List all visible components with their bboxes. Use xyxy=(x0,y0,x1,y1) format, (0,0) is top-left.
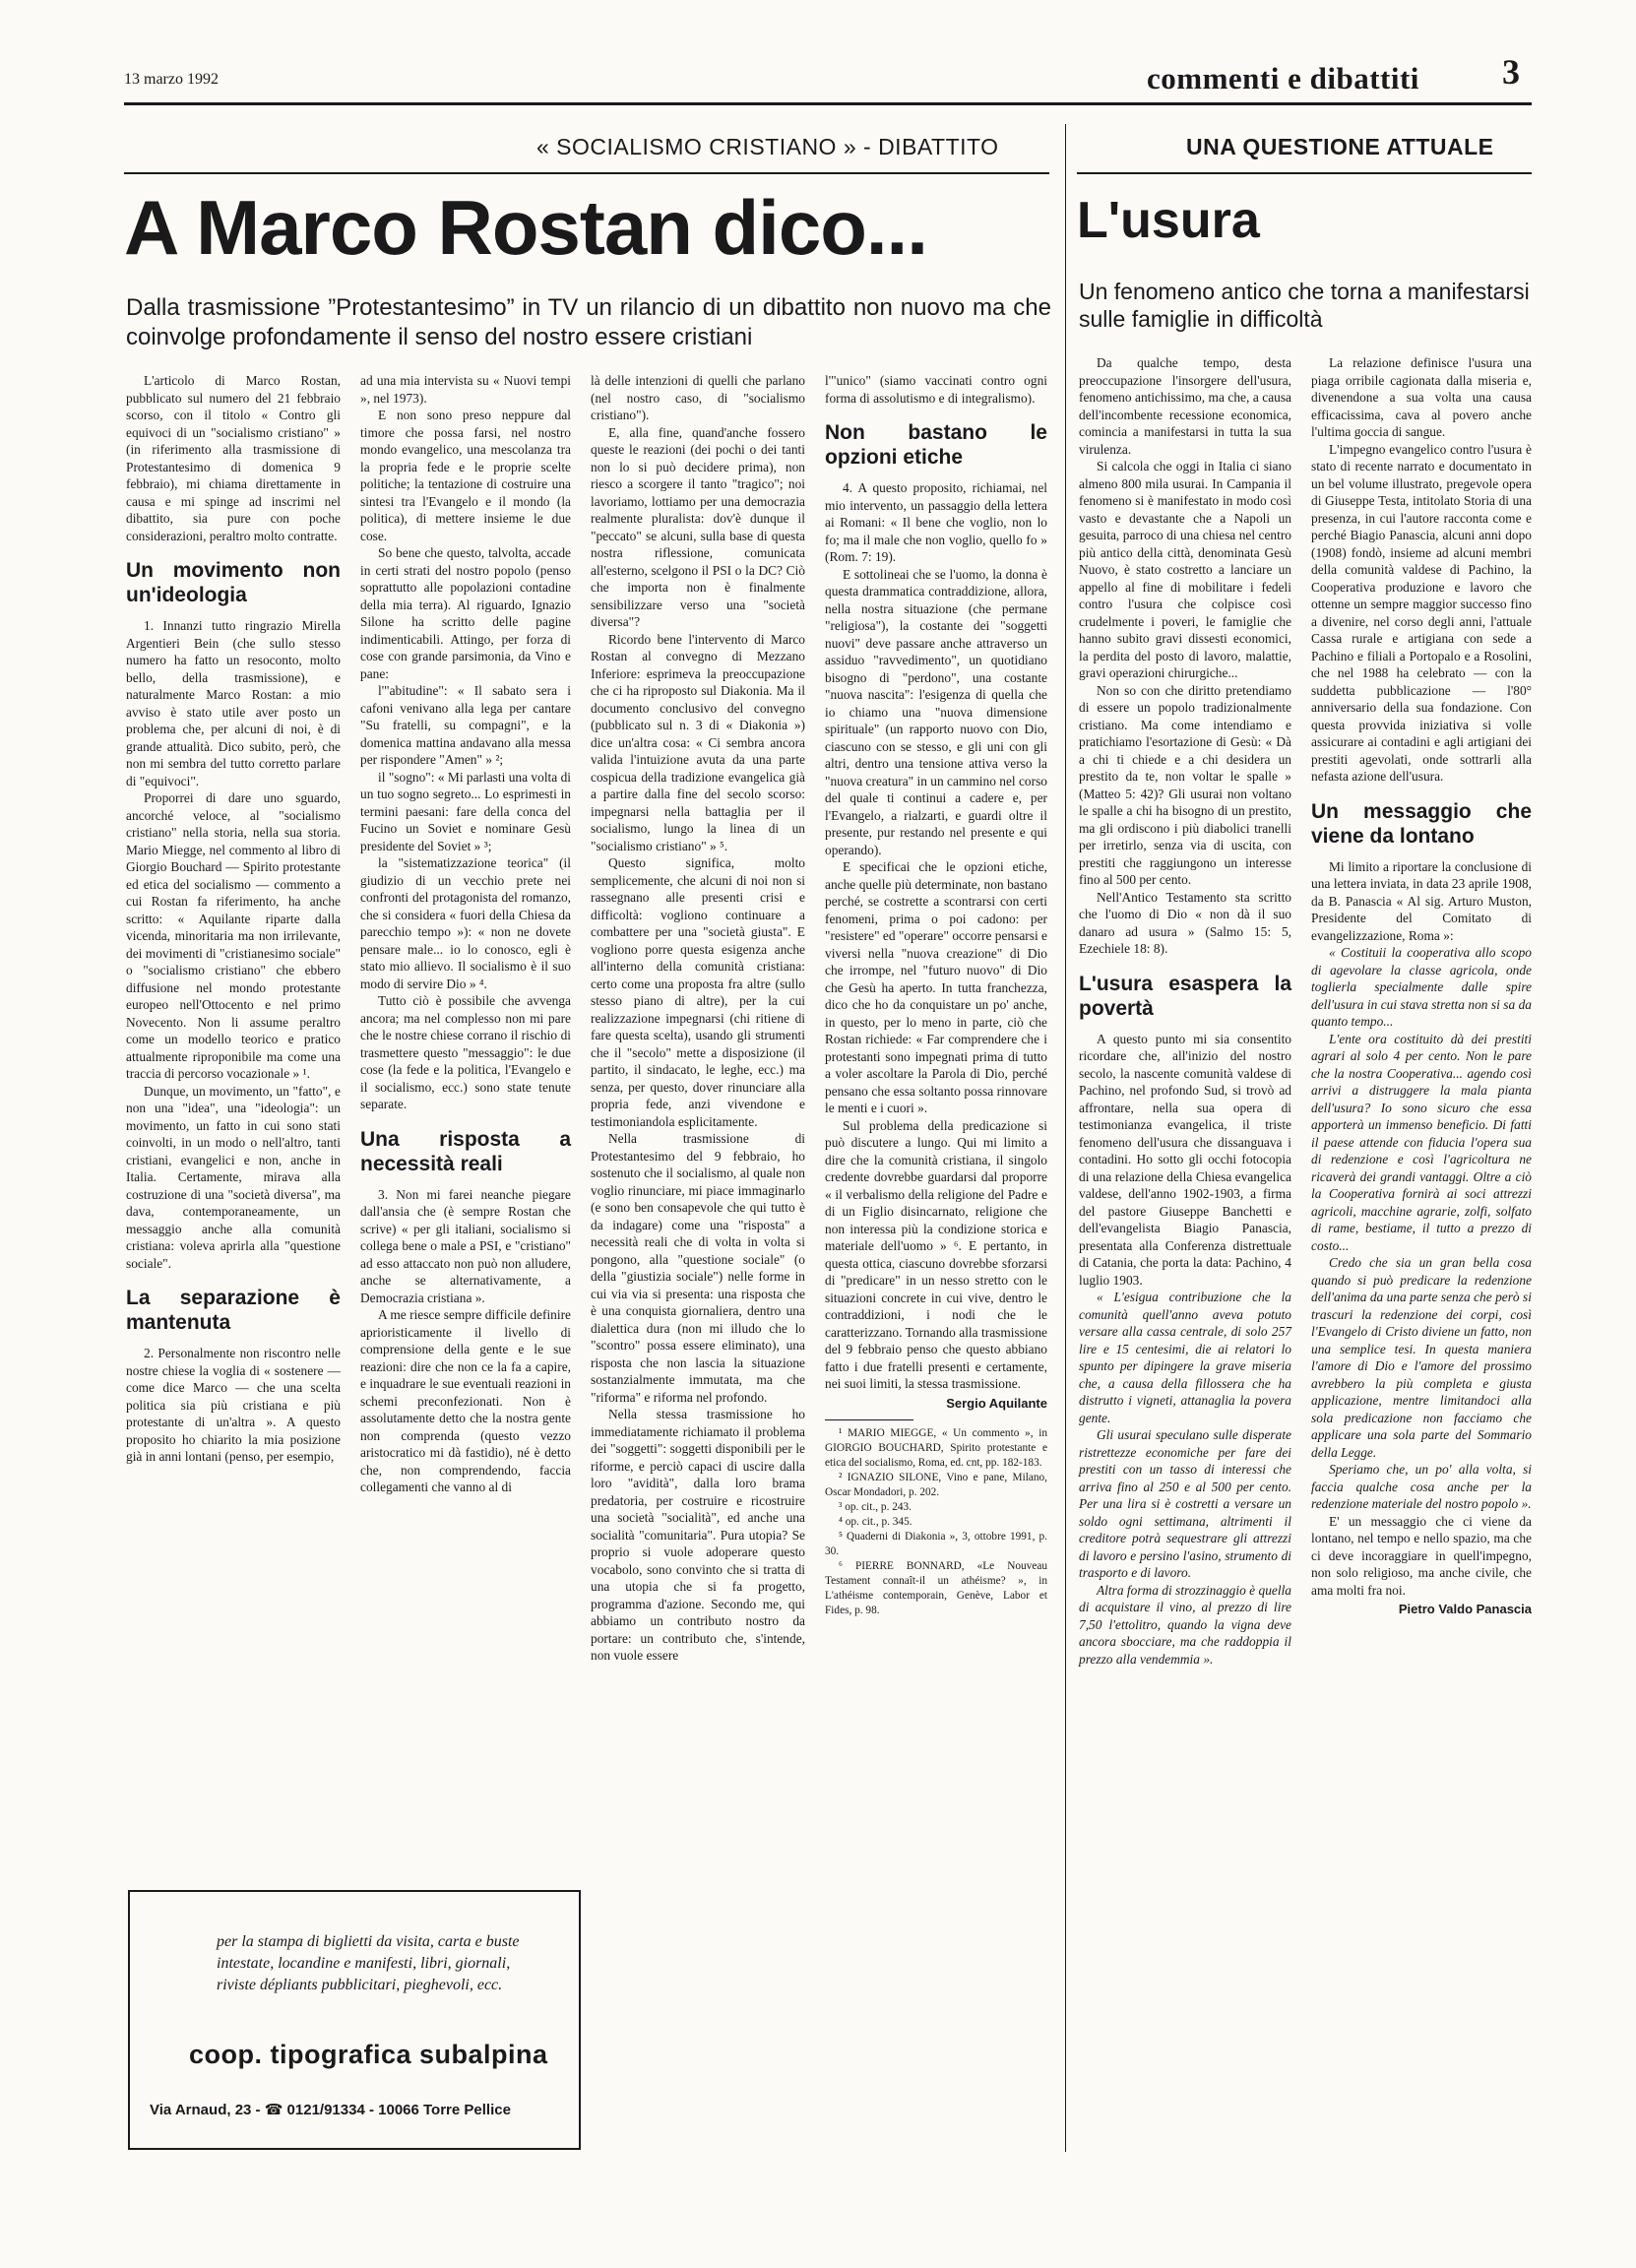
left-subtitle: Dalla trasmissione ”Protestantesimo” in TV un rilancio di un dibattito non nuovo ma che coinvolge profondamente il senso del nostro essere cristiani xyxy=(126,294,1051,350)
left-title: A Marco Rostan dico... xyxy=(124,184,927,271)
paragraph: A me riesce sempre difficile definire aprioristicamente il livello di comprensione della gente e le sue reazioni: dire che non ce la fa a capire, e inquadrare le sue eventuali reazioni in schemi preconfezionati. Non è assolutamente detto che la nostra gente non comprenda (questo vezzo aristocratico mi dà fastidio), né è detto che, non comprendendo, faccia collegamenti che vanno al di xyxy=(360,1307,571,1494)
paragraph: Non so con che diritto pretendiamo di essere un popolo tradizionalmente cristiano. Ma come intendiamo e pratichiamo l'esortazione di Gesù: « Dà a chi ti chiede e a chi desidera un prestito da te, non voltar le spalle » (Matteo 5: 42)? Gli usurai non voltano le spalle a chi ha bisogno di un prestito, ma gli ordiscono i più diabolici tranelli per irretirlo, senza via di uscita, con prestiti che raggiungono un interesse fino al 500 per cento. xyxy=(1079,682,1291,887)
printer-advertisement xyxy=(128,1890,581,2150)
paragraph: E specificai che le opzioni etiche, anche quelle più determinate, non bastano perché, se costrette a scontrarsi con certi fenomeni, prima o poi cadono: per "resistere" ed "operare" occorre pensarsi e viversi nella "nuova creazione" di Dio che irrompe, nel "futuro nuovo" di Dio che Gesù ha aperto. In tutta franchezza, dico che ho da conquistare un po' anche, in questo, per lo meno in parte, ciò che Rostan richiede: « Far comprendere che i protestanti sono impegnati prima di tutto a voler ascoltare la Parola di Dio, perché pensano che essa soltanto possa rinnovare le menti e i cuori ». xyxy=(825,859,1047,1115)
subheading: Non bastano le opzioni etiche xyxy=(825,421,1047,469)
footnote: ⁶ PIERRE BONNARD, «Le Nouveau Testament connaît-il un athéisme? », in L'athéisme contemporain, Genève, Labor et Fides, p. 98. xyxy=(825,1560,1047,1616)
subheading: Un messaggio che viene da lontano xyxy=(1311,799,1532,848)
paragraph: Si calcola che oggi in Italia ci siano almeno 800 mila usurai. In Campania il fenomeno si è manifestato in modo così vasto e devastante che a Napoli un gesuita, parroco di una chiesa nel centro più antico della città, denominata Gesù Nuovo, è stato costretto a lanciare un appello al fine di mobilitare i fedeli contro l'usura che colpisce così crudelmente i poveri, le famiglie che hanno subito gravi dissesti economici, la perdita del posto di lavoro, malattie, gravi operazioni chirurgiche... xyxy=(1079,459,1291,680)
right-kicker-rule xyxy=(1077,172,1532,174)
footnote: ² IGNAZIO SILONE, Vino e pane, Milano, Oscar Mondadori, p. 202. xyxy=(825,1472,1047,1498)
ad-company: coop. tipografica subalpina xyxy=(189,2040,548,2069)
paragraph: 4. A questo proposito, richiamai, nel mio intervento, un passaggio della lettera ai Romani: « Il bene che voglio, non lo fo; ma il male che non voglio, quello fo » (Rom. 7: 19). xyxy=(825,480,1047,564)
paragraph: Dunque, un movimento, un "fatto", e non una "idea", una "ideologia": un movimento, un fatto in cui sono stati coinvolti, in un modo o nell'altro, tanti cristiani, evangelici e non, anche in Italia. Certamente, mirava alla costruzione di una "società diversa", ma dava, contemporaneamente, un messaggio anche alla comunità cristiana: voleva aprirla alla "questione sociale". xyxy=(126,1083,341,1271)
paragraph: L'articolo di Marco Rostan, pubblicato sul numero del 21 febbraio scorso, con il titolo « Contro gli equivoci di un "socialismo cristiano" » (in riferimento alla trasmissione di Protestantesimo di domenica 9 febbraio), mi chiama direttamente in causa e mi spinge ad inscrimi nel dibattito, sia pure con poche considerazioni, peraltro molto contratte. xyxy=(126,373,341,543)
paragraph: Ricordo bene l'intervento di Marco Rostan al convegno di Mezzano Inferiore: esprimeva la preoccupazione che ci ha riproposto sul Diakonia. Ma il documento conclusivo del convegno (pubblicato sul n. 3 di « Diakonia ») dice un'altra cosa: « Ci sembra ancora valida l'intuizione avuta da una parte cospicua della tradizione evangelica già a partire dalla fine del secolo scorso: impegnarsi nella battaglia per il socialismo, lungo la linea di un "socialismo cristiano" » ⁵. xyxy=(591,631,805,853)
paragraph: Nell'Antico Testamento sta scritto che l'uomo di Dio « non dà il suo danaro ad usura » (Salmo 15: 5, Ezechiele 18: 8). xyxy=(1079,889,1291,956)
paragraph: Nella trasmissione di Protestantesimo del 9 febbraio, ho sostenuto che il socialismo, al quale non voglio rinunciare, mi piace immaginarlo (e sono ben consapevole che qui tutto è da indagare) come una "risposta" a necessità reali che di volta in volta si pongono, alla "questione sociale" (o della "giustizia sociale") nelle forme in cui via via si presenta: una risposta che è una conquista giornaliera, dentro una dialettica dura (non mi illudo che lo "scontro" possa essere eliminato), una risposta che non lascia la situazione sostanzialmente immutata, ma che "riforma" e riforma nel profondo. xyxy=(591,1131,805,1405)
paragraph: E sottolineai che se l'uomo, la donna è questa drammatica contraddizione, allora, nella nostra situazione (che permane "religiosa"), la costante dei "soggetti nuovi" deve passare anche attraverso un assiduo "ravvedimento", un quotidiano bisogno di "perdono", una costante "nuova nascita": l'esigenza di quella che io chiamo una "nuova dimensione spirituale" (un rapporto nuovo con Dio, ciascuno con se stesso, e gli uni con gli altri, dentro una tensione attiva verso la "nuova creatura" in un cammino nel corso del quale ti continui a cadere e, per l'Evangelo, a rialzarti, e guardi oltre il presente, pur restando nel presente e qui operando). xyxy=(825,566,1047,857)
right-subtitle: Un fenomeno antico che torna a manifestarsi sulle famiglie in difficoltà xyxy=(1079,279,1530,332)
footnote: ⁵ Quaderni di Diakonia », 3, ottobre 1991, p. 30. xyxy=(825,1531,1047,1557)
paragraph: il "sogno": « Mi parlasti una volta di un tuo sogno segreto... Lo esprimesti in termini paesani: fare della conca del Fucino un Soviet e nominare Gesù presidente del Soviet » ³; xyxy=(360,769,571,853)
right-kicker: UNA QUESTIONE ATTUALE xyxy=(1186,134,1494,159)
right-col-1 xyxy=(1079,354,1291,1668)
paragraph: 2. Personalmente non riscontro nelle nostre chiese la voglia di « sostenere — come dice Marco — che una scelta politica sia più cristiana e più protestante di un'altra ». A questo proposito ho chiarito la mia posizione già in anni lontani (penso, per esempio, xyxy=(126,1346,341,1464)
ad-address: Via Arnaud, 23 - ☎ 0121/91334 - 10066 Torre Pellice xyxy=(150,2102,511,2118)
article-separator xyxy=(1065,124,1066,2152)
paragraph: Questo significa, molto semplicemente, che alcuni di noi non si rassegnano alle presenti crisi e difficoltà: vogliono continuare a combattere per una "società giusta". E vogliono porre questa esigenza anche all'interno della comunità cristiana: certo come una proposta fra altre (sullo stesso piano di altre), per la cui realizzazione impegnarsi (chi ritiene di fare questa scelta), usando gli strumenti che il "secolo" mette a disposizione (il partito, il sindacato, le leghe, ecc.) ma senza, per questo, dover rinunciare alla propria fede, anzi vivendone e testimoniandola esplicitamente. xyxy=(591,855,805,1129)
left-kicker: « SOCIALISMO CRISTIANO » - DIBATTITO xyxy=(536,134,999,159)
paragraph: « L'esigua contribuzione che la comunità quell'anno aveva potuto versare alla cassa centrale, di solo 257 lire e 15 centesimi, die ai relatori lo spunto per dipingere la grave miseria che, a causa della fillossera che ha distrutto i vigneti, attanaglia la povera gente. xyxy=(1079,1290,1291,1425)
paragraph: E' un messaggio che ci viene da lontano, nel tempo e nello spazio, ma che ci deve incoraggiare in quell'impegno, non solo religioso, ma anche civile, che ama molti fra noi. xyxy=(1311,1513,1532,1598)
masthead-section: commenti e dibattiti xyxy=(1147,61,1419,95)
right-title: L'usura xyxy=(1077,192,1260,249)
paragraph: E non sono preso neppure dal timore che possa farsi, nel nostro mondo evangelico, una mescolanza tra la propria fede e le proprie scelte politiche; la tentazione di costruire una sintesi tra l'Evangelo e il mondo (la politica), di mettere insieme le due cose. xyxy=(360,408,571,543)
paragraph: Da qualche tempo, desta preoccupazione l'insorgere dell'usura, fenomeno antichissimo, ma che, a causa dell'incombente recessione economica, comincia a manifestarsi in tutta la sua virulenza. xyxy=(1079,355,1291,457)
paragraph: La relazione definisce l'usura una piaga orribile cagionata dalla miseria e, divenendone a sua volta una causa efficacissima, cava al povero anche l'ultima goccia di sangue. xyxy=(1311,355,1532,439)
paragraph: 1. Innanzi tutto ringrazio Mirella Argentieri Bein (che sullo stesso numero ha fatto un resoconto, molto bello, della trasmissione), e naturalmente Marco Rostan: a mio avviso è stato utile aver posto un problema che, per alcuni di noi, è di grande attualità. Dico subito, però, che non mi sembra del tutto corretto parlare di "equivoci". xyxy=(126,618,341,788)
subheading: Una risposta a necessità reali xyxy=(360,1127,571,1175)
paragraph: l'"unico" (siamo vaccinati contro ogni forma di assolutismo e di integralismo). xyxy=(825,373,1047,406)
paragraph: Credo che sia un gran bella cosa quando si può predicare la redenzione dell'anima da una parte senza che però si trascuri la redenzione dei corpi, così l'Evangelo di Cristo diviene un fatto, non una semplice tesi. In questa maniera l'amore di Dio e l'amore del prossimo avrebbero la più completa e giusta applicazione, mentre limitandoci alla sola predicazione non facciamo che applicare una sola parte del Sommario della Legge. xyxy=(1311,1255,1532,1460)
footnote: ⁴ op. cit., p. 345. xyxy=(839,1516,912,1528)
footnotes xyxy=(825,1426,1047,1618)
masthead-rule xyxy=(124,102,1532,105)
left-col-2 xyxy=(360,372,571,1496)
paragraph: L'impegno evangelico contro l'usura è stato di recente narrato e documentato in un bel volume illustrato, pregevole opera di Giuseppe Testa, intitolato Storia di una presenza, in cui l'autore racconta come e perché Biagio Panascia, alcuni anni dopo (1908) fondò, insieme ad alcuni membri della comunità valdese di Pachino, la Cooperativa produzione e lavoro che ottenne un sempre maggior successo fino a divenire, nel corso degli anni, l'attuale Cassa rurale e artigiana con sede a Pachino e filiali a Portopalo e a Rosolini, che nel 1988 ha celebrato — con la suddetta pubblicazione — l'80° anniversario della sua fondazione. Con questa provvida iniziativa si volle assicurare ai contadini e agli artigiani dei prestiti agevolati, onde sottrarli alla nefasta azione dell'usura. xyxy=(1311,441,1532,784)
left-kicker-rule xyxy=(124,172,1049,174)
paragraph: A questo punto mi sia consentito ricordare che, all'inizio del nostro secolo, la nascente comunità valdese di Pachino, nel profondo Sud, si trovò ad affrontare, nella sua opera di testimonianza evangelica, il triste fenomeno dell'usura che dissanguava i contadini. Ho sotto gli occhi fotocopia di una relazione della Chiesa evangelica valdese, dell'anno 1902-1903, a firma del pastore Giuseppe Banchetti e dell'evangelista Biagio Panascia, presentata alla Conferenza distrettuale di Catania, che porta la data: Pachino, 4 luglio 1903. xyxy=(1079,1031,1291,1288)
paragraph: Gli usurai speculano sulle disperate ristrettezze economiche per fare dei prestiti con un tasso di interessi che arriva fino al 250 e al 500 per cento. Per una lira si è costretti a versare un soldo ogni settimana, altrimenti il creditore potrà sequestrare gli attrezzi di lavoro e persino l'asino, strumento di trasporto e di lavoro. xyxy=(1079,1427,1291,1580)
paragraph: Altra forma di strozzinaggio è quella di acquistare il vino, al prezzo di lire 7,50 l'ettolitro, quando la vigna deve ancora sbocciare, ma che raddoppia il prezzo alla vendemmia ». xyxy=(1079,1582,1291,1667)
right-col-2 xyxy=(1311,354,1532,1618)
paragraph: l'"abitudine": « Il sabato sera i cafoni venivano alla lega per cantare "Su fratelli, su compagni", e la domenica mattina andavano alla messa per rispondere "Amen" » ²; xyxy=(360,683,571,767)
paragraph: ad una mia intervista su « Nuovi tempi », nel 1973). xyxy=(360,373,571,406)
paragraph: « Costituii la cooperativa allo scopo di agevolare la classe agricola, onde toglierla specialmente dalle spire dell'usura in cui stava stretta non si sa da quanto tempo... xyxy=(1311,945,1532,1029)
paragraph: Speriamo che, un po' alla volta, si faccia qualche cosa anche per la redenzione materiale del nostro popolo ». xyxy=(1311,1462,1532,1511)
author-signature: Sergio Aquilante xyxy=(946,1395,1047,1411)
left-col-3 xyxy=(591,372,805,1665)
paragraph: E, alla fine, quand'anche fossero queste le reazioni (dei pochi o dei tanti non lo si può decidere prima), non riesco a scorgere il tanto "tragico"; noi lavoriamo, lottiamo per una democrazia realmente pluralista: dov'è dunque il "peccato" se alcuni, sulla base di questa nostra riflessione, comunicata all'esterno, scelgono il PSI o la DC? Ciò che importa non è finalmente sensibilizzare verso una "società diversa"? xyxy=(591,424,805,629)
paragraph: Tutto ciò è possibile che avvenga ancora; ma nel complesso non mi pare che le nostre chiese corrano il rischio di trasmettere questo "messaggio": le due cose (la fede e la politica, l'Evangelo e il socialismo, ecc.) sono state tenute separate. xyxy=(360,993,571,1111)
footnote: ³ op. cit., p. 243. xyxy=(839,1501,912,1513)
masthead-date: 13 marzo 1992 xyxy=(124,71,219,88)
subheading: La separazione è mantenuta xyxy=(126,1287,341,1334)
paragraph: Sul problema della predicazione si può discutere a lungo. Qui mi limito a dire che la comunità cristiana, il singolo credente dovrebbe guardarsi dal proporre « il verbalismo della religione del Padre e di un Figlio disincarnato, religione che non interessa più la condizione storica e materiale dell'uomo » ⁶. E pertanto, in questa ottica, ciascuno dovrebbe sforzarsi di "predicare" in un nesso stretto con le situazioni concrete in cui vive, dentro le contraddizioni, i nodi che le caratterizzano. Tornando alla trasmissione del 9 febbraio penso che questo abbiano fatto i due fratelli presenti e certamente, nei suoi limiti, la stessa trasmissione. xyxy=(825,1117,1047,1391)
paragraph: 3. Non mi farei neanche piegare dall'ansia che (è sempre Rostan che scrive) « per gli italiani, socialismo si collega bene o male a PSI, e "cristiano" ad esso attaccato non può non alludere, anche se alternativamente, a Democrazia cristiana ». xyxy=(360,1186,571,1305)
author-signature: Pietro Valdo Panascia xyxy=(1398,1602,1532,1616)
subheading: Un movimento non un'ideologia xyxy=(126,559,341,606)
paragraph: Proporrei di dare uno sguardo, ancorché veloce, al "socialismo cristiano" nella storia, nella sua storia. Mario Miegge, nel commento al libro di Giorgio Bouchard — Spirito protestante ed etica del socialismo — commento a cui Rostan fa riferimento, ha anche scritto: « Aquilante riparte dalla vicenda, minoritaria ma non irrilevante, dei movimenti di "cristianesimo sociale" o "socialismo cristiano" che ebbero diffusione nel mondo protestante europeo nell'Ottocento e nel primo Novecento. Non li assume peraltro come un modello teorico e pratico attualmente riproponibile ma come una traccia di percorso vocazionale » ¹. xyxy=(126,790,341,1081)
paragraph: So bene che questo, talvolta, accade in certi strati del nostro popolo (penso soprattutto alle popolazioni contadine della mia terra). Al riguardo, Ignazio Silone ha scritto delle pagine indimenticabili. Attingo, per forza di cose con grande parsimonia, da Vino e pane: xyxy=(360,545,571,681)
paragraph: Nella stessa trasmissione ho immediatamente richiamato il problema dei "soggetti": soggetti disponibili per le riforme, e perciò capaci di uscire dalla loro "avidità", dalla loro brama predatoria, per costruire e ricostruire una società "socialità", ed anche una socialità "comunitaria". Pura utopia? Se proprio si vuole adoperare questo vocabolo, sono convinto che si tratta di una utopia che si fa progetto, programma d'azione. Secondo me, qui abbiamo un contributo nostro da portare: un contributo che, s'intende, non vuole essere xyxy=(591,1407,805,1663)
left-col-1 xyxy=(126,372,341,1466)
footnote: ¹ MARIO MIEGGE, « Un commento », in GIORGIO BOUCHARD, Spirito protestante e etica del socialismo, Roma, ed. cnt, pp. 182-183. xyxy=(825,1427,1047,1469)
paragraph: Mi limito a riportare la conclusione di una lettera inviata, in data 23 aprile 1908, da B. Panascia « Al sig. Arturo Muston, Presidente del Comitato di evangelizzazione, Roma »: xyxy=(1311,858,1532,943)
paragraph: L'ente ora costituito dà dei prestiti agrari al solo 4 per cento. Non le pare che la nostra Cooperativa... agendo così arrivi a distruggere la mala pianta dell'usura? Io sono sicuro che essa apporterà un immenso beneficio. Di fatti il paese attende con fiducia l'opera sua di redenzione e così l'agricoltura ne ricaverà dei grandi vantaggi. Oltre a ciò la Cooperativa fornirà ai soci attrezzi agricoli, macchine agrarie, zolfi, solfato di rame, bestiame, il tutto a prezzo di costo... xyxy=(1311,1031,1532,1253)
left-col-4 xyxy=(825,372,1047,1618)
paragraph: la "sistematizzazione teorica" (il giudizio di un vecchio prete nei confronti del protagonista del romanzo, che si considera « fuori della Chiesa da parecchio tempo »): « non ne dovete pensare male... io lo conosco, egli è stato mio allievo. Il socialismo è il suo modo di servire Dio » ⁴. xyxy=(360,855,571,991)
paragraph: là delle intenzioni di quelli che parlano (nel nostro caso, di "socialismo cristiano"). xyxy=(591,373,805,422)
masthead-page-number: 3 xyxy=(1502,52,1520,92)
footnote-divider xyxy=(825,1419,913,1420)
ad-text: per la stampa di biglietti da visita, carta e buste intestate, locandine e manifesti, libri, giornali, riviste dépliants pubblicitari, pieghevoli, ecc. xyxy=(217,1933,520,1993)
subheading: L'usura esaspera la povertà xyxy=(1079,972,1291,1020)
